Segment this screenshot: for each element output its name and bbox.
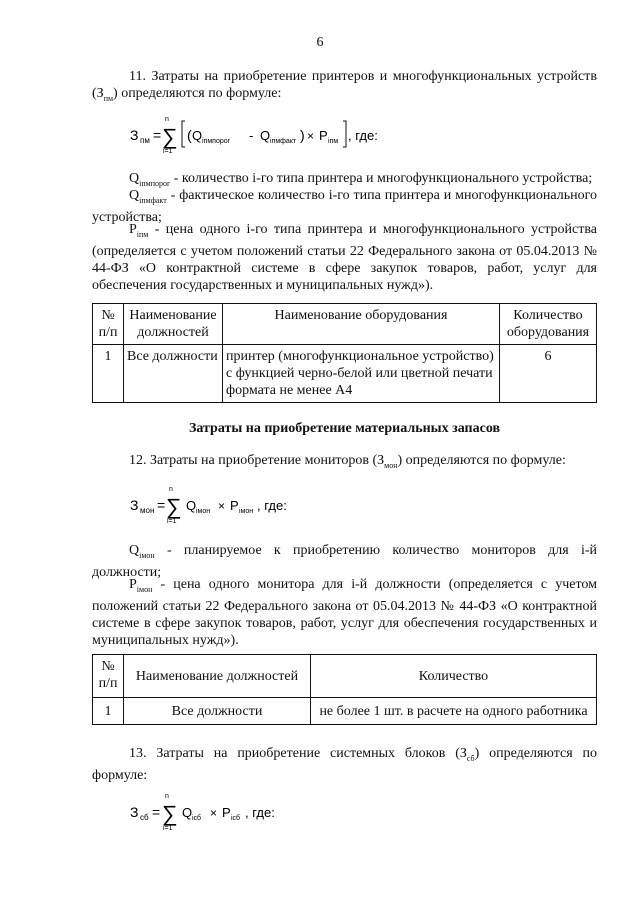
- table-header-cell: Наименование оборудования: [223, 304, 500, 345]
- formula-minus: -: [249, 128, 254, 143]
- section-11-intro-text-a: 11. Затраты на приобретение принтеров и многофункциональных устройств (З: [92, 69, 597, 101]
- section-12-intro: 12. Затраты на приобретение мониторов $(З_{мон})$ определяются по формуле:: [129, 453, 566, 470]
- definition-price-printer: $P_{iпм}$ - цена одного i-го типа принтера и многофункционального устройства (определяется с учетом положений статьи 22 Федерального закона от 05.04.2013 № 44-ФЗ «О контрактной системе в сфере закупок товаров, работ, услуг для обеспечения государственных и муниципальных нужд»).: [92, 222, 597, 293]
- left-bracket-icon: [182, 121, 185, 147]
- svg-text:Q: Q: [182, 805, 193, 820]
- close-paren: ): [300, 127, 305, 143]
- table-row: [93, 345, 597, 403]
- formula-q1: Q: [192, 128, 203, 143]
- formula-monitors-svg: [130, 483, 330, 527]
- monitors-table: [92, 654, 597, 725]
- printers-table: [92, 303, 597, 403]
- section-11-intro: [92, 68, 597, 107]
- svg-text:, где:: , где:: [257, 498, 287, 513]
- sum-sign-icon: ∑: [162, 801, 178, 826]
- svg-text:P: P: [222, 805, 231, 820]
- table-cell: 1: [93, 345, 124, 403]
- svg-text:сб: сб: [140, 813, 149, 822]
- section-heading: Затраты на приобретение материальных запасов: [188, 421, 501, 436]
- definition-q-monitors: $Q_{iмон}$ - планируемое к приобретению количество мониторов для i-й должности;: [92, 543, 597, 580]
- formula-lhs: З: [130, 127, 139, 143]
- right-bracket-icon: [343, 121, 346, 147]
- formula-lhs-sub: пм: [140, 136, 150, 145]
- svg-text:iсб: iсб: [192, 815, 202, 822]
- section-13-intro: 13. Затраты на приобретение системных блоков $(З_{сб})$ определяются по формуле:: [92, 746, 597, 783]
- svg-text:i=1: i=1: [163, 825, 173, 832]
- formula-q2: Q: [260, 128, 271, 143]
- svg-text:, где:: , где:: [245, 805, 275, 820]
- formula-q2-sub: iпмфакт: [270, 138, 297, 145]
- table-header-cell: Количество: [311, 655, 597, 698]
- formula-system-units: [130, 790, 330, 837]
- svg-text:iмон: iмон: [239, 508, 254, 515]
- svg-text:i=1: i=1: [167, 518, 177, 525]
- formula-system-units-svg: [130, 790, 330, 834]
- open-paren: (: [187, 127, 192, 143]
- page-number: 6: [316, 35, 324, 50]
- svg-text:×: ×: [218, 499, 226, 513]
- svg-text:З: З: [130, 804, 139, 820]
- definition-price-monitor: $P_{iмон}$ - цена одного монитора для i-й должности (определяется с учетом положений статьи 22 Федерального закона от 05.04.2013 № 44-ФЗ «О контрактной системе в сфере закупок товаров, работ, услуг для обеспечения государственных и муниципальных нужд»).: [92, 577, 597, 648]
- table-cell: Все должности: [124, 698, 311, 725]
- definition-q-actual: $Q_{iпмфакт}$ - фактическое количество i-го типа принтера и многофункционального устройства;: [92, 188, 597, 225]
- svg-text:=: =: [152, 804, 161, 820]
- formula-monitors: [130, 483, 330, 530]
- section-11-intro-text-b: ) определяются по формуле:: [113, 86, 282, 101]
- formula-tail: , где:: [348, 128, 378, 143]
- svg-text:P: P: [230, 498, 239, 513]
- table-header-cell: Наименование должностей: [124, 655, 311, 698]
- formula-times: ×: [307, 129, 315, 143]
- svg-text:З: З: [130, 497, 139, 513]
- table-header-row: [93, 304, 597, 345]
- table-cell: принтер (многофункциональное устройство) с функцией черно-белой или цветной печати формата не менее А4: [223, 345, 500, 403]
- svg-text:×: ×: [210, 806, 218, 820]
- sum-sign-icon: ∑: [166, 494, 182, 519]
- svg-text:iмон: iмон: [196, 508, 211, 515]
- svg-text:=: =: [157, 497, 166, 513]
- formula-q1-sub: iпмпорог: [202, 138, 231, 145]
- table-cell: не более 1 шт. в расчете на одного работника: [311, 698, 597, 725]
- section-11-intro-sub: пм: [103, 93, 114, 103]
- formula-printers: [130, 113, 390, 160]
- formula-printers-svg: [130, 113, 390, 157]
- table-header-cell: Количество оборудования: [500, 304, 597, 345]
- table-header-cell: № п/п: [93, 655, 124, 698]
- svg-text:n: n: [165, 793, 169, 800]
- table-row: [93, 698, 597, 725]
- table-header-cell: Наименование должностей: [124, 304, 223, 345]
- sum-bottom: i=1: [163, 148, 173, 155]
- formula-p: P: [319, 128, 328, 143]
- svg-text:Q: Q: [186, 498, 197, 513]
- table-header-row: [93, 655, 597, 698]
- table-cell: 6: [500, 345, 597, 403]
- formula-p-sub: iпм: [328, 138, 339, 145]
- formula-eq: =: [153, 127, 162, 143]
- sum-top: n: [165, 116, 169, 123]
- table-header-cell: № п/п: [93, 304, 124, 345]
- sum-sign-icon: ∑: [162, 124, 178, 149]
- table-cell: 1: [93, 698, 124, 725]
- svg-text:iсб: iсб: [231, 815, 241, 822]
- definition-q-threshold: $Q_{iпмпорог}$ - количество i-го типа принтера и многофункционального устройства;: [129, 171, 593, 188]
- svg-text:n: n: [169, 486, 173, 493]
- svg-text:мон: мон: [140, 506, 155, 515]
- table-cell: Все должности: [124, 345, 223, 403]
